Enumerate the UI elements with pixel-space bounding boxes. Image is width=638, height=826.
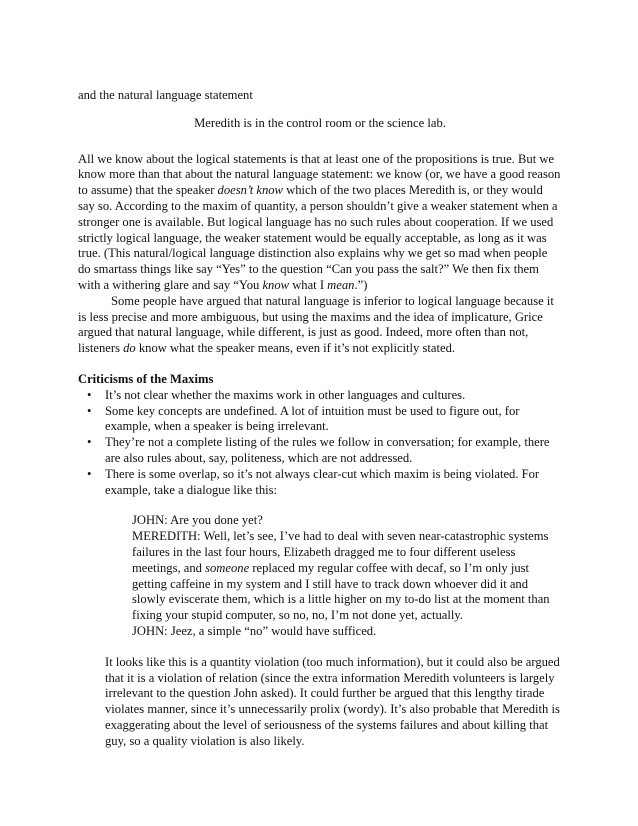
list-item-text: Some key concepts are undefined. A lot of intuition must be used to figure out, for example, when a speaker is being irrelevant. bbox=[105, 403, 520, 434]
list-item bbox=[78, 388, 562, 404]
intro-line: and the natural language statement bbox=[78, 88, 253, 102]
para1-text-a: All we know about the logical statements is that at least one of the propositions is true. But we know more than that about the natural language statement: we know (or, we have a good reason to assume) that the speaker bbox=[78, 151, 561, 198]
dialogue-line-john-reply: JOHN: Jeez, a simple “no” would have sufficed. bbox=[132, 623, 377, 638]
paragraph-logical-vs-natural bbox=[78, 152, 562, 294]
example-statement: Meredith is in the control room or the science lab. bbox=[194, 115, 446, 130]
list-item bbox=[78, 467, 562, 499]
para1-emphasis-doesnt-know: doesn’t know bbox=[217, 183, 283, 198]
para1-emphasis-know: know bbox=[262, 277, 290, 292]
dialogue-line-meredith bbox=[132, 529, 562, 624]
para1-text-c: what I bbox=[289, 277, 328, 292]
para1-text-d: .”) bbox=[354, 277, 368, 292]
para1-emphasis-mean: mean bbox=[327, 277, 355, 292]
bullet-marker: • bbox=[87, 435, 92, 450]
para2-text-b: know what the speaker means, even if it’s not explicitly stated. bbox=[135, 341, 456, 356]
section-heading: Criticisms of the Maxims bbox=[78, 371, 214, 386]
bullet-marker: • bbox=[87, 403, 92, 418]
para2-emphasis-do: do bbox=[123, 341, 136, 356]
document-page bbox=[78, 88, 562, 749]
meredith-emphasis-someone: someone bbox=[205, 560, 250, 575]
bullet-marker: • bbox=[87, 387, 92, 402]
dialogue-line-john: JOHN: Are you done yet? bbox=[132, 513, 263, 528]
bullet-marker: • bbox=[87, 466, 92, 481]
list-item-text: There is some overlap, so it’s not always clear-cut which maxim is being violated. For example, take a dialogue like this: bbox=[105, 466, 540, 497]
list-item-text: It’s not clear whether the maxims work in other languages and cultures. bbox=[105, 387, 466, 402]
criticisms-list bbox=[78, 388, 562, 499]
list-item bbox=[78, 404, 562, 436]
paragraph-analysis: It looks like this is a quantity violation (too much information), but it could also be argued that it is a violation of relation (since the extra information Meredith volunteers is largely irrelevant to the question John asked). It could further be argued that this lengthy tirade violates manner, since it’s unnecessarily prolix (wordy). It’s also probable that Meredith is exaggerating about the level of seriousness of the systems failures and about killing that guy, so a quality violation is also likely. bbox=[105, 654, 560, 748]
meredith-text-b: replaced my regular coffee with decaf, so I’m only just getting caffeine in my system and I still have to track down whoever did it and slowly eviscerate them, which is a little higher on my to-do list at the moment than fixing your stupid computer, so no, no, I’m not done yet, actually. bbox=[132, 560, 550, 623]
example-dialogue bbox=[132, 513, 562, 639]
list-item bbox=[78, 435, 562, 467]
list-item-text: They’re not a complete listing of the rules we follow in conversation; for example, there are also rules about, say, politeness, which are not addressed. bbox=[105, 435, 550, 465]
para1-text-b: which of the two places Meredith is, or they would say so. According to the maxim of quantity, a person shouldn’t give a weaker statement when a stronger one is available. But logical language has no such rules about cooperation. If we used strictly logical language, the weaker statement would be equally acceptable, as long as it was true. (This natural/logical language distinction also explains why we get so mad when people do smartass things like say “Yes” to the question “Can you pass the salt?” We then fix them with a withering glare and say “You bbox=[78, 183, 558, 292]
para2-text-a: Some people have argued that natural language is inferior to logical language because it is less precise and more ambiguous, but using the maxims and the idea of implicature, Grice argued that natural language, while different, is just as good. Indeed, more often than not, listeners bbox=[78, 293, 554, 356]
meredith-text-a: MEREDITH: Well, let’s see, I’ve had to deal with seven near-catastrophic systems failures in the last four hours, Elizabeth dragged me to four different useless meetings, and bbox=[132, 529, 549, 575]
paragraph-grice-argument bbox=[78, 294, 562, 357]
